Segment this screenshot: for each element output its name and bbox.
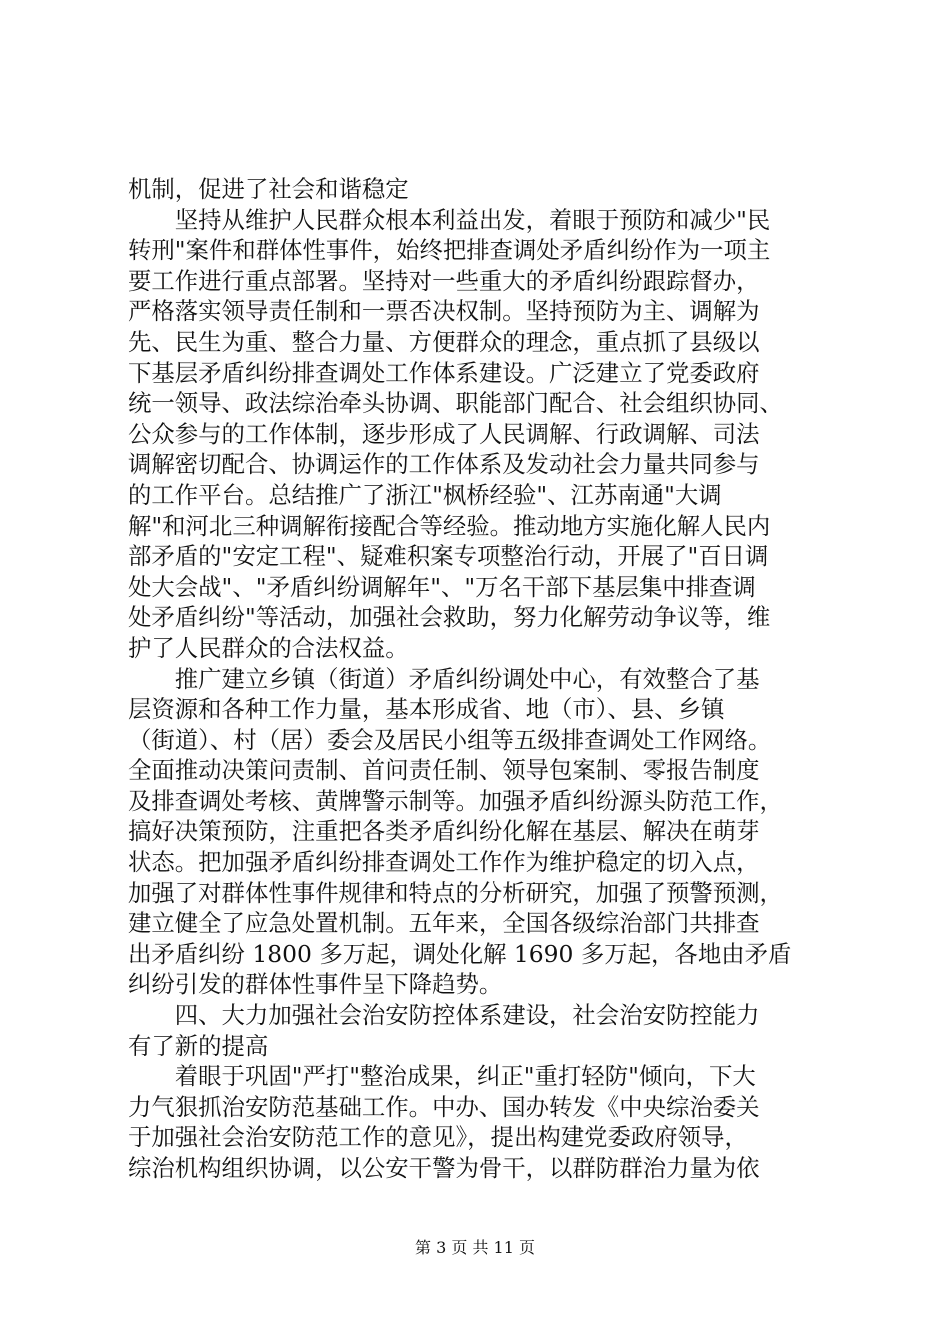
page-number-label: 第 3 页 共 11 页 xyxy=(415,1238,535,1257)
text-line: 下基层矛盾纠纷排查调处工作体系建设。广泛建立了党委政府 xyxy=(128,358,760,387)
text-line: 搞好决策预防，注重把各类矛盾纠纷化解在基层、解决在萌芽 xyxy=(128,817,760,846)
text-line: 坚持从维护人民群众根本利益出发，着眼于预防和减少"民 xyxy=(128,205,771,234)
text-line: 综治机构组织协调，以公安干警为骨干，以群防群治力量为依 xyxy=(128,1154,760,1182)
text-line: 要工作进行重点部署。坚持对一些重大的矛盾纠纷跟踪督办， xyxy=(128,266,760,295)
text-line: 建立健全了应急处置机制。五年来，全国各级综治部门共排查 xyxy=(128,909,760,938)
text-line: 公众参与的工作体制，逐步形成了人民调解、行政调解、司法 xyxy=(128,419,760,448)
text-line: （街道）、村（居）委会及居民小组等五级排查调处工作网络。 xyxy=(128,725,772,754)
text-line: 出矛盾纠纷 1800 多万起，调处化解 1690 多万起，各地由矛盾 xyxy=(128,939,792,968)
document-body xyxy=(128,174,828,1184)
text-line: 全面推动决策问责制、首问责任制、领导包案制、零报告制度 xyxy=(128,756,760,785)
text-line: 纠纷引发的群体性事件呈下降趋势。 xyxy=(128,970,503,999)
text-line: 部矛盾的"安定工程"、疑难积案专项整治行动，开展了"百日调 xyxy=(128,542,769,571)
text-line: 状态。把加强矛盾纠纷排查调处工作作为维护稳定的切入点， xyxy=(128,848,760,877)
text-line: 解"和河北三种调解衔接配合等经验。推动地方实施化解人民内 xyxy=(128,511,771,540)
text-line: 力气狠抓治安防范基础工作。中办、国办转发《中央综治委关 xyxy=(128,1092,760,1121)
text-line: 严格落实领导责任制和一票否决权制。坚持预防为主、调解为 xyxy=(128,297,760,326)
text-line: 加强了对群体性事件规律和特点的分析研究，加强了预警预测， xyxy=(128,878,783,907)
text-line: 于加强社会治安防范工作的意见》，提出构建党委政府领导， xyxy=(128,1123,748,1152)
text-line: 处大会战"、"矛盾纠纷调解年"、"万名干部下基层集中排查调 xyxy=(128,572,756,601)
text-line: 的工作平台。总结推广了浙江"枫桥经验"、江苏南通"大调 xyxy=(128,480,722,509)
section-heading-line: 有了新的提高 xyxy=(128,1031,269,1060)
text-line: 着眼于巩固"严打"整治成果，纠正"重打轻防"倾向，下大 xyxy=(128,1062,756,1091)
text-line: 转刑"案件和群体性事件，始终把排查调处矛盾纠纷作为一项主 xyxy=(128,236,771,265)
section-heading-line: 四、大力加强社会治安防控体系建设，社会治安防控能力 xyxy=(128,1001,760,1030)
text-line: 层资源和各种工作力量，基本形成省、地（市）、县、乡镇 xyxy=(128,695,725,724)
text-line: 机制，促进了社会和谐稳定 xyxy=(128,175,409,203)
text-line: 调解密切配合、协调运作的工作体系及发动社会力量共同参与 xyxy=(128,450,760,479)
text-line: 先、民生为重、整合力量、方便群众的理念，重点抓了县级以 xyxy=(128,327,760,356)
text-line: 推广建立乡镇（街道）矛盾纠纷调处中心，有效整合了基 xyxy=(128,664,760,693)
text-line: 护了人民群众的合法权益。 xyxy=(128,633,409,662)
text-line: 处矛盾纠纷"等活动，加强社会救助，努力化解劳动争议等，维 xyxy=(128,603,771,632)
text-line: 及排查调处考核、黄牌警示制等。加强矛盾纠纷源头防范工作， xyxy=(128,786,783,815)
page-footer xyxy=(0,1238,950,1258)
text-line: 统一领导、政法综治牵头协调、职能部门配合、社会组织协同、 xyxy=(128,389,783,418)
